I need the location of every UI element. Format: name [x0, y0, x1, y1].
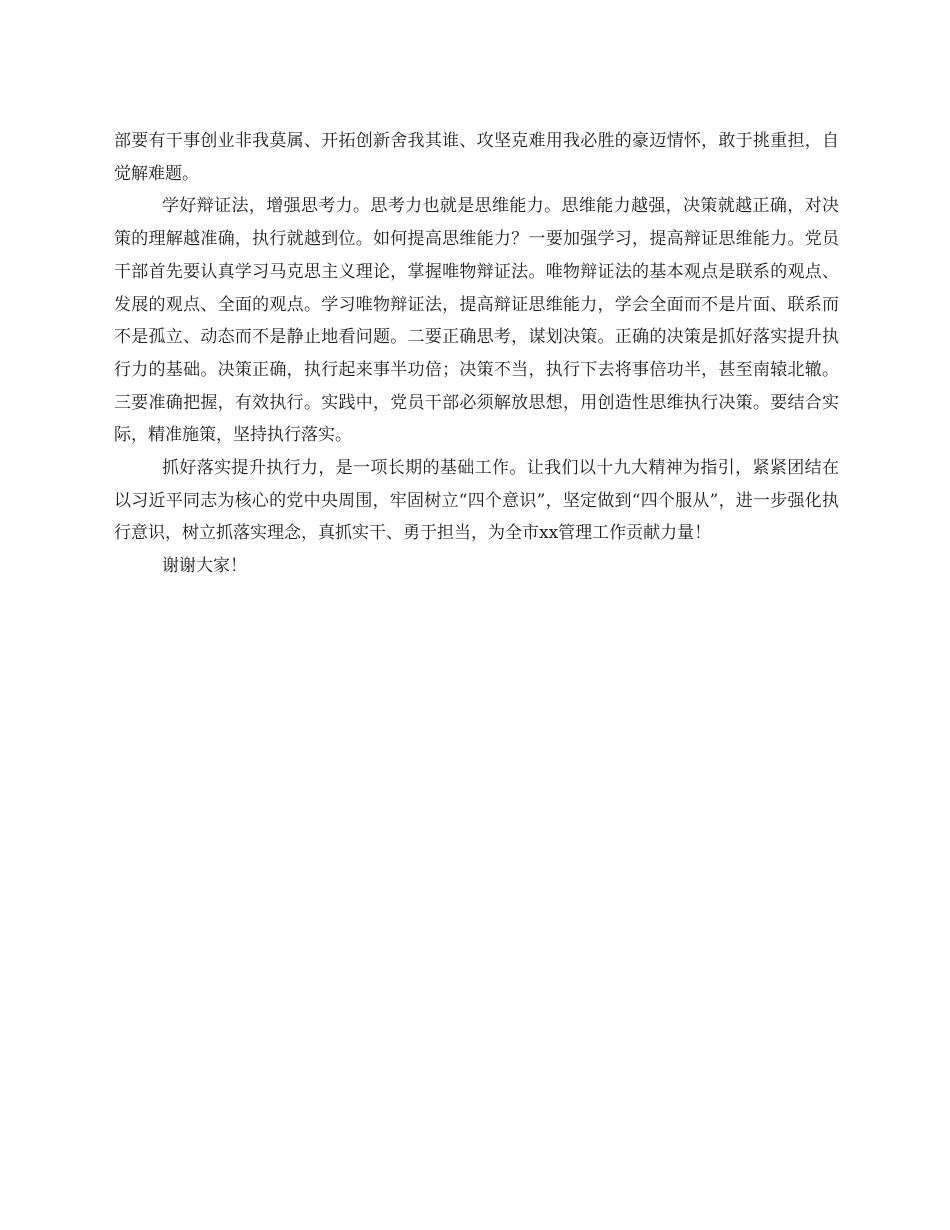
paragraph-2: 学好辩证法，增强思考力。思考力也就是思维能力。思维能力越强，决策就越正确，对决策的理解越准确，执行就越到位。如何提高思维能力？一要加强学习，提高辩证思维能力。党员干部首先要认真学习马克思主义理论，掌握唯物辩证法。唯物辩证法的基本观点是联系的观点、发展的观点、全面的观点。学习唯物辩证法，提高辩证思维能力，学会全面而不是片面、联系而不是孤立、动态而不是静止地看问题。二要正确思考，谋划决策。正确的决策是抓好落实提升执行力的基础。决策正确，执行起来事半功倍；决策不当，执行下去将事倍功半，甚至南辕北辙。三要准确把握，有效执行。实践中，党员干部必须解放思想，用创造性思维执行决策。要结合实际，精准施策，坚持执行落实。 — [114, 196, 839, 446]
document-body — [114, 125, 839, 583]
closing-paragraph: 谢谢大家！ — [162, 556, 247, 577]
paragraph-3: 抓好落实提升执行力，是一项长期的基础工作。让我们以十九大精神为指引，紧紧团结在以习近平同志为核心的党中央周围，牢固树立“四个意识”，坚定做到“四个服从”，进一步强化执行意识，树立抓落实理念，真抓实干、勇于担当，为全市xx管理工作贡献力量！ — [114, 458, 839, 544]
paragraph-1: 部要有干事创业非我莫属、开拓创新舍我其谁、攻坚克难用我必胜的豪迈情怀，敢于挑重担，自觉解难题。 — [114, 131, 839, 184]
